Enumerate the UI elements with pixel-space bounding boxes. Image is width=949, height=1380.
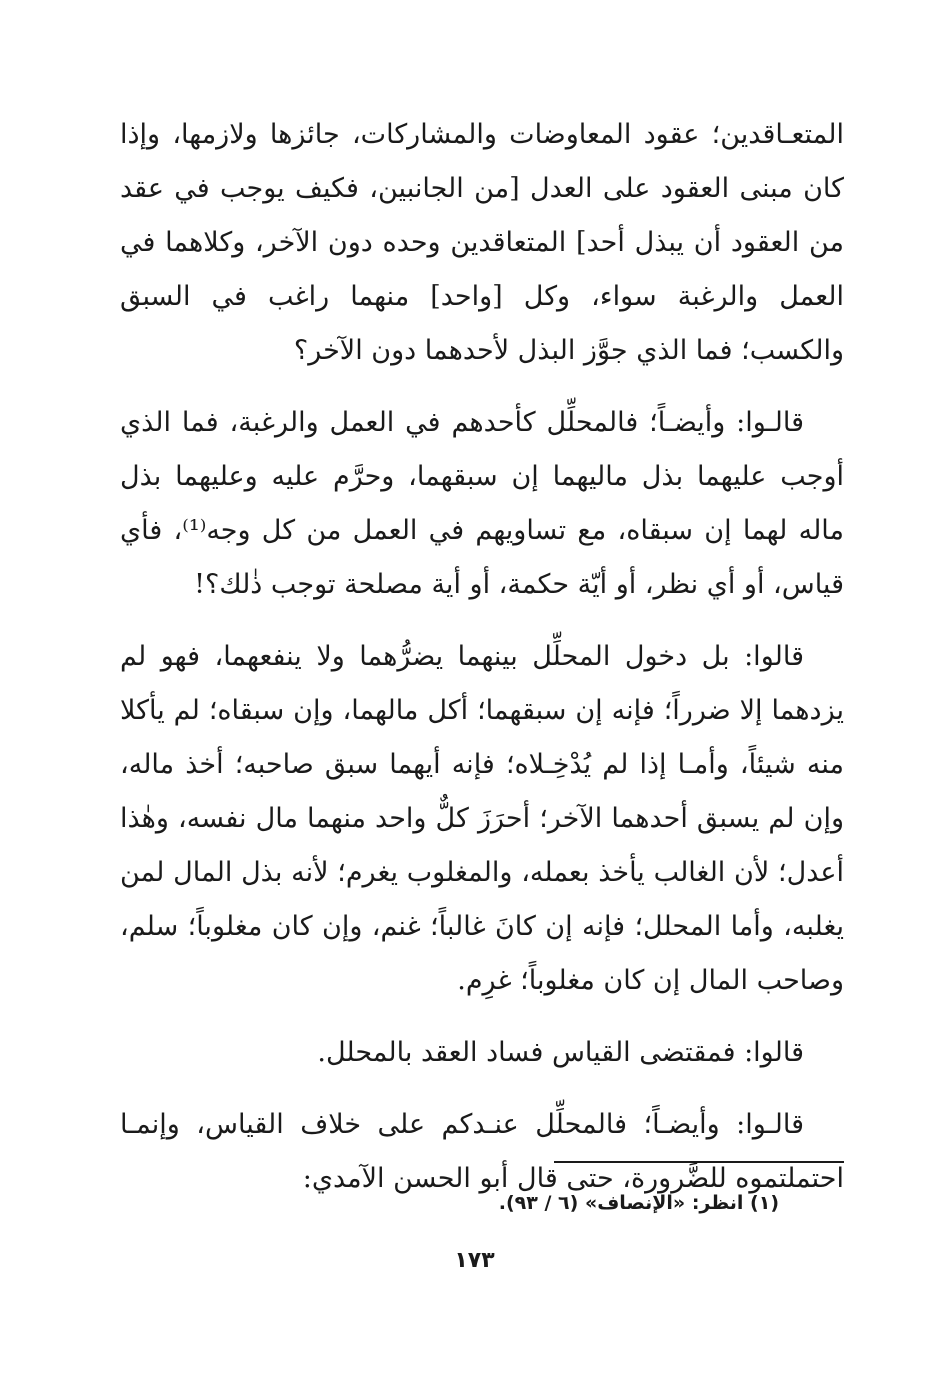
page-body xyxy=(120,108,844,1206)
paragraph-4: قالوا: فمقتضى القياس فساد العقد بالمحلل. xyxy=(317,1037,804,1068)
paragraph-5: قالـوا: وأيضـاً؛ فالمحلِّل عنـدكم على خلاف القياس، وإنمـا احتملتموه للضَّرورة، حتى قال أبو الحسن الآمدي: xyxy=(120,1109,844,1194)
footnote: (١) انظر: «الإنصاف» (٦ / ٩٣). xyxy=(498,1192,779,1214)
paragraph-2: قالـوا: وأيضـاً؛ فالمحلِّل كأحدهم في العمل والرغبة، فما الذي أوجب عليهما بذل ماليهما إن سبقهما، وحرَّم عليه وعليهما بذل ماله لهما إن سبقاه، مع تساويهم في العمل من كل وجه⁽¹⁾، فأي قياس، أو أي نظر، أو أيّة حكمة، أو أية مصلحة توجب ذٰلك؟! xyxy=(120,407,844,600)
paragraph-3: قالوا: بل دخول المحلِّل بينهما يضرُّهما ولا ينفعهما، فهو لم يزدهما إلا ضرراً؛ فإنه إن سبقهما؛ أكل مالهما، وإن سبقاه؛ لم يأكلا منه شيئاً، وأمـا إذا لم يُدْخِـلاه؛ فإنه أيهما سبق صاحبه؛ أخذ ماله، وإن لم يسبق أحدهما الآخر؛ أحرَزَ كلٌّ واحد منهما مال نفسه، وهٰذا أعدل؛ لأن الغالب يأخذ بعمله، والمغلوب يغرم؛ لأنه بذل المال لمن يغلبه، وأما المحلل؛ فإنه إن كانَ غالباً؛ غنم، وإن كان مغلوباً؛ سلم، وصاحب المال إن كان مغلوباً؛ غرِم. xyxy=(120,641,844,996)
footnote-divider xyxy=(554,1161,844,1163)
paragraph-1: المتعـاقدين؛ عقود المعاوضات والمشاركات، جائزها ولازمها، وإذا كان مبنى العقود على العدل [من الجانبين، فكيف يوجب في عقد من العقود أن يبذل أحد] المتعاقدين وحده دون الآخر، وكلاهما في العمل والرغبة سواء، وكل [واحد] منهما راغب في السبق والكسب؛ فما الذي جوَّز البذل لأحدهما دون الآخر؟ xyxy=(120,119,844,366)
page-number: ١٧٣ xyxy=(454,1248,495,1273)
